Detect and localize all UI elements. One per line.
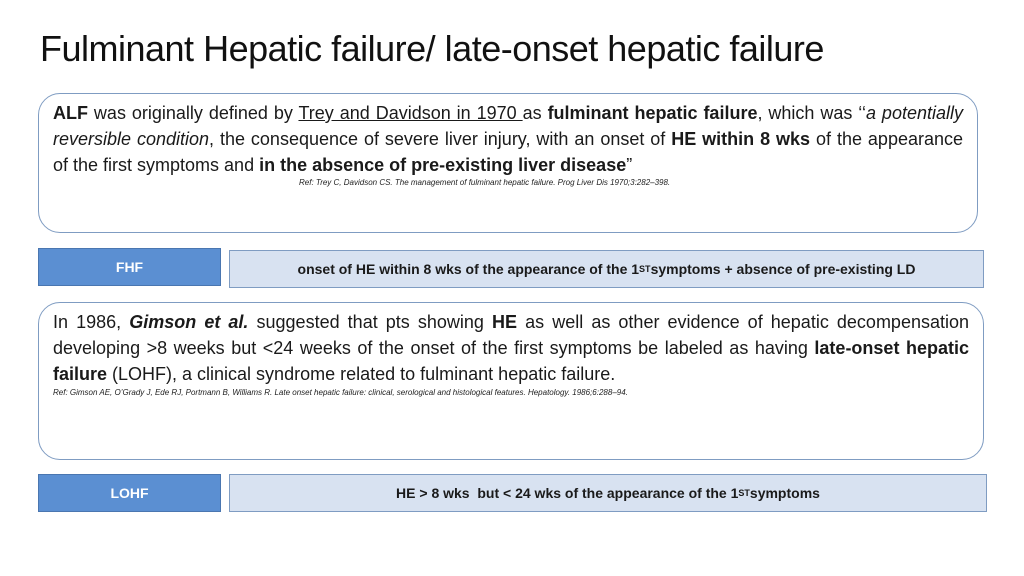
lohf-term: late-onset hepatic failure xyxy=(53,338,969,384)
text-run: ” xyxy=(626,155,633,175)
text-run: , which was ‘‘ xyxy=(757,103,866,123)
fhf-term: fulminant hepatic failure xyxy=(547,103,758,123)
text-run: suggested that pts showing xyxy=(248,312,493,332)
trey-davidson-reference: Ref: Trey C, Davidson CS. The management of fulminant hepatic failure. Prog Liver Dis 1970;3:282–398. xyxy=(299,178,671,187)
text-run: of the appearance of the first symptoms and xyxy=(53,129,964,175)
trey-davidson-citation: Trey and Davidson in 1970 xyxy=(298,103,523,123)
gimson-citation: Gimson et al. xyxy=(129,312,249,332)
he-term: HE xyxy=(492,312,518,332)
text-run: as xyxy=(522,103,548,123)
fhf-def-text-b: symptoms + absence of pre-existing LD xyxy=(650,261,916,277)
lohf-definition: HE > 8 wks but < 24 wks of the appearance of the 1 ST symptoms xyxy=(229,474,987,512)
slide-title: Fulminant Hepatic failure/ late-onset hepatic failure xyxy=(40,28,824,69)
lohf-definition-box xyxy=(38,302,984,460)
lohf-def-text-b: symptoms xyxy=(749,485,820,501)
fhf-definition: onset of HE within 8 wks of the appearance of the 1 ST symptoms + absence of pre-existing LD xyxy=(229,250,984,288)
fhf-label: FHF xyxy=(38,248,221,286)
reversible-condition-phrase: a potentially reversible condition xyxy=(53,103,963,149)
text-run: as well as other evidence of hepatic decompensation developing >8 weeks but <24 weeks of the onset of the first symptoms be labeled as having xyxy=(53,312,970,358)
text-run: , the consequence of severe liver injury, with an onset of xyxy=(209,129,672,149)
text-run: (LOHF), a clinical syndrome related to fulminant hepatic failure. xyxy=(107,364,616,384)
text-run: In 1986, xyxy=(53,312,130,332)
gimson-reference: Ref: Gimson AE, O’Grady J, Ede RJ, Portmann B, Williams R. Late onset hepatic failure: clinical, serological and histological features. Hepatology. 1986;6:288–94. xyxy=(53,388,628,397)
he-within-8-wks: HE within 8 wks xyxy=(671,129,811,149)
text-run: was originally defined by xyxy=(88,103,299,123)
absence-liver-disease-phrase: in the absence of pre-existing liver disease xyxy=(259,155,627,175)
alf-definition-box xyxy=(38,93,978,233)
lohf-def-text-a: HE > 8 wks but < 24 wks of the appearance of the 1 xyxy=(396,485,739,501)
alf-term: ALF xyxy=(53,103,88,123)
alf-definition-text xyxy=(53,100,963,178)
fhf-def-text-a: onset of HE within 8 wks of the appearance of the 1 xyxy=(297,261,640,277)
lohf-label: LOHF xyxy=(38,474,221,512)
lohf-definition-text xyxy=(53,309,969,387)
